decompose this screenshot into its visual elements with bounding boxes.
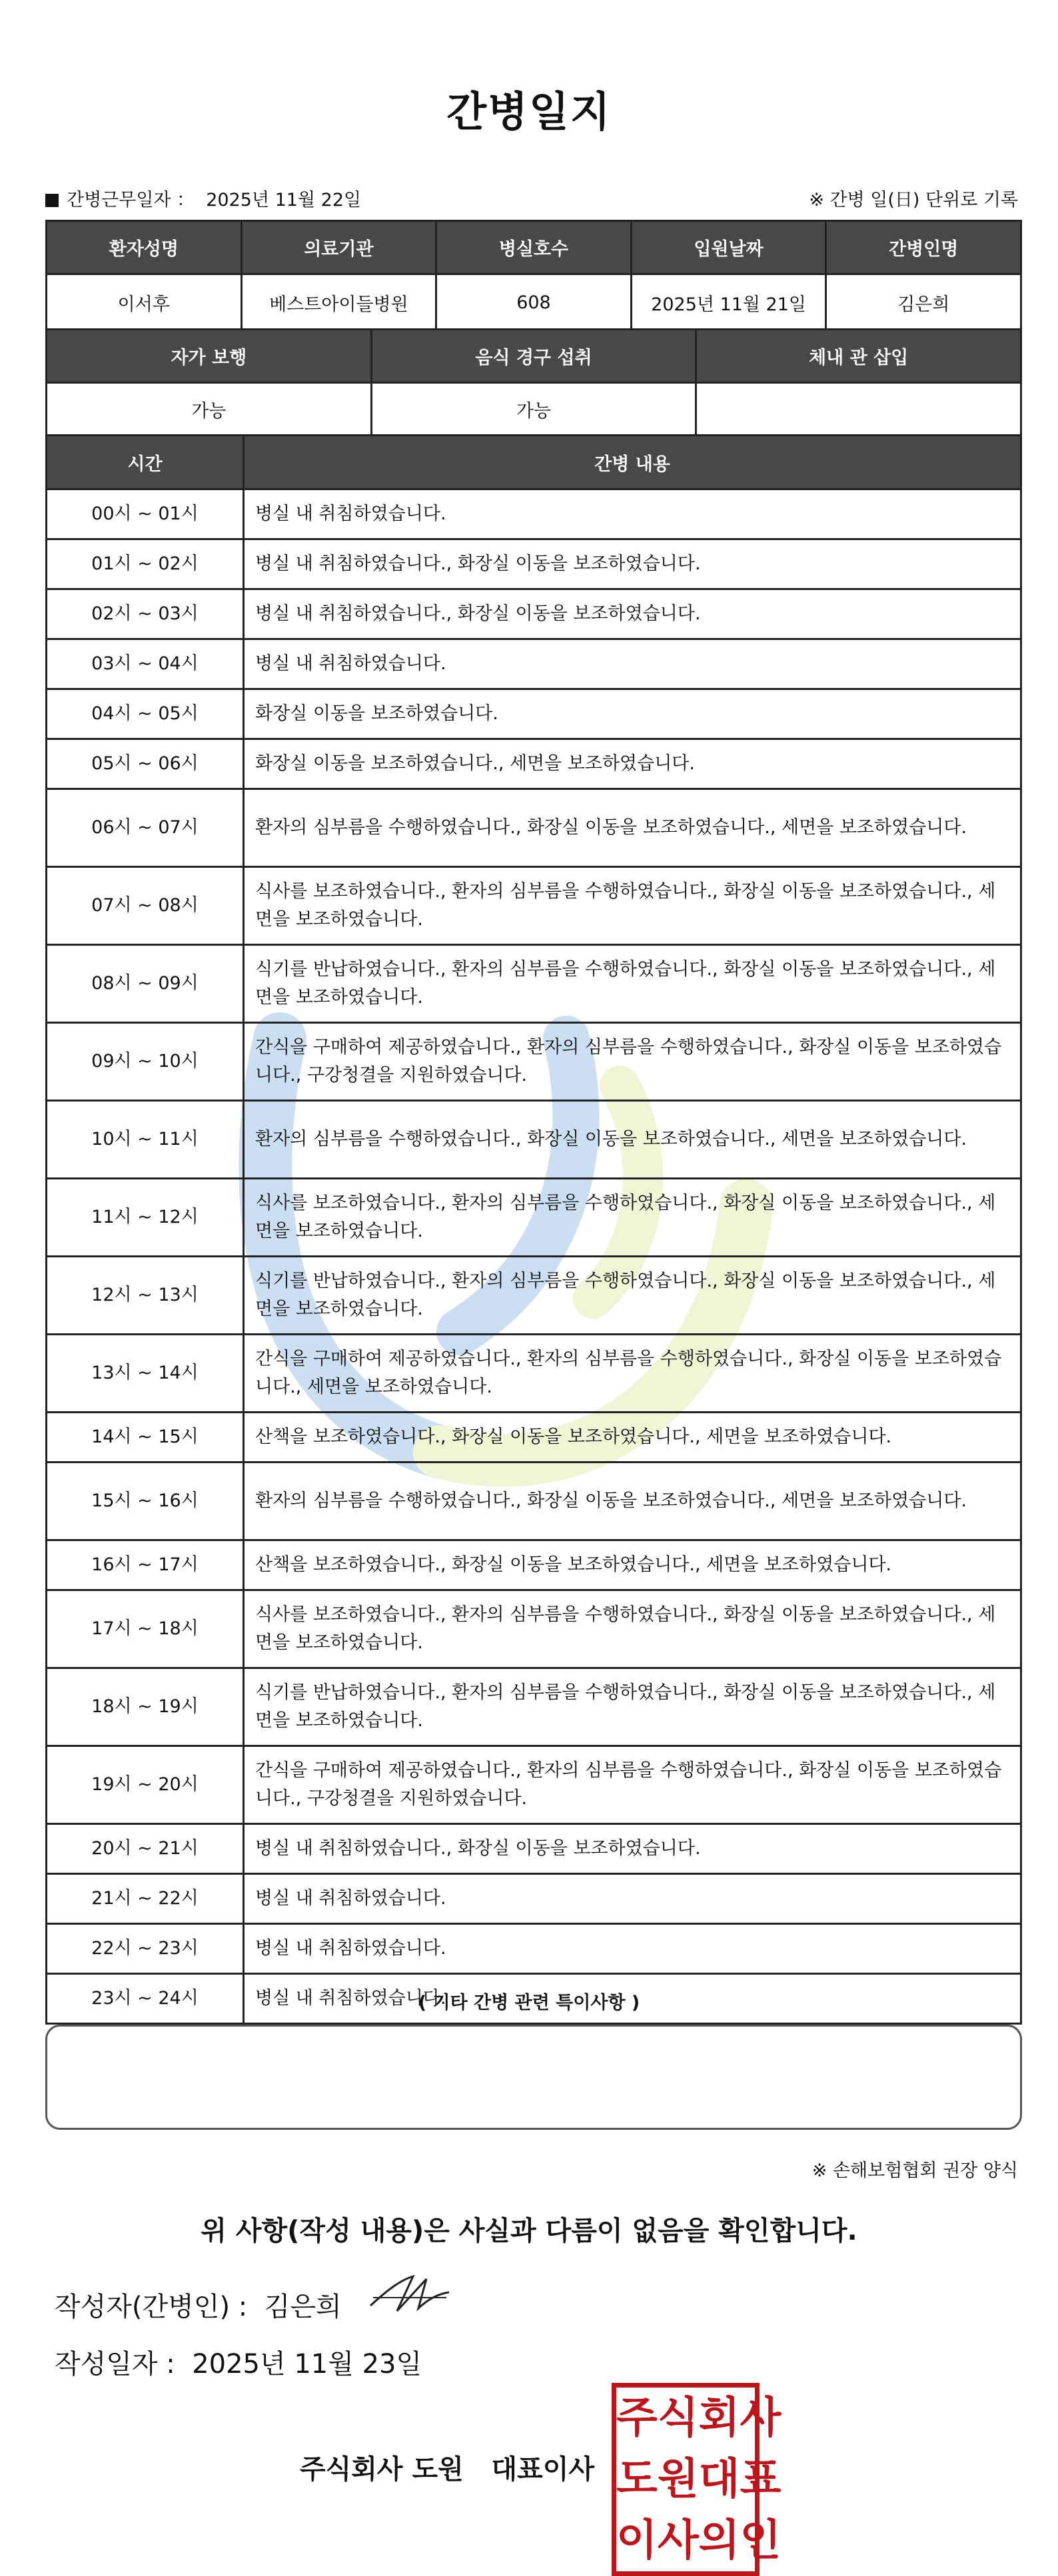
seal-char: 표 [740, 2455, 782, 2504]
log-time: 10시 ~ 11시 [47, 1101, 244, 1179]
writer-name: 김은희 [264, 2292, 342, 2322]
table-row [47, 1874, 1021, 1924]
seal-char: 주 [616, 2394, 658, 2443]
notes-title: ( 기타 간병 관련 특이사항 ) [418, 1993, 640, 2013]
log-time: 01시 ~ 02시 [47, 539, 244, 589]
bullet-square-icon [45, 194, 59, 207]
log-time: 11시 ~ 12시 [47, 1179, 244, 1257]
log-time: 09시 ~ 10시 [47, 1023, 244, 1101]
log-content: 병실 내 취침하였습니다. [244, 1874, 1021, 1924]
table-row [47, 1023, 1021, 1101]
header-time: 시간 [47, 436, 244, 489]
log-content: 간식을 구매하여 제공하였습니다., 환자의 심부름을 수행하였습니다., 화장실 이동을 보조하였습니다., 세면을 보조하였습니다. [244, 1335, 1021, 1413]
seal-char: 이 [616, 2516, 658, 2565]
table-row [47, 739, 1021, 789]
log-content: 산책을 보조하였습니다., 화장실 이동을 보조하였습니다., 세면을 보조하였습니다. [244, 1540, 1021, 1590]
log-time: 17시 ~ 18시 [47, 1590, 244, 1668]
table-row [47, 1746, 1021, 1824]
notes-box [45, 2025, 1022, 2130]
patient-info-table [45, 220, 1022, 332]
log-time: 12시 ~ 13시 [47, 1257, 244, 1335]
log-content: 식기를 반납하였습니다., 환자의 심부름을 수행하였습니다., 화장실 이동을 보조하였습니다., 세면을 보조하였습니다. [244, 945, 1021, 1023]
log-time: 00시 ~ 01시 [47, 489, 244, 539]
patient-status-table [45, 328, 1022, 437]
signature-icon [366, 2271, 453, 2318]
log-content: 식사를 보조하였습니다., 환자의 심부름을 수행하였습니다., 화장실 이동을 보조하였습니다., 세면을 보조하였습니다. [244, 1590, 1021, 1668]
seal-char: 사 [740, 2394, 782, 2443]
seal-char: 인 [740, 2516, 782, 2565]
oral-intake-value: 가능 [371, 383, 696, 436]
header-content: 간병 내용 [244, 436, 1021, 489]
header-hospital: 의료기관 [241, 221, 436, 274]
table-row [47, 1413, 1021, 1462]
header-tube: 체내 관 삽입 [696, 330, 1021, 383]
written-date: 2025년 11월 23일 [192, 2349, 422, 2380]
record-unit-note: ※ 간병 일(日) 단위로 기록 [809, 190, 1018, 210]
seal-char: 원 [657, 2455, 699, 2504]
log-time: 16시 ~ 17시 [47, 1540, 244, 1590]
log-time: 08시 ~ 09시 [47, 945, 244, 1023]
walking-value: 가능 [47, 383, 372, 436]
caregiver-name: 김은희 [826, 274, 1021, 331]
log-content: 간식을 구매하여 제공하였습니다., 환자의 심부름을 수행하였습니다., 화장실 이동을 보조하였습니다., 구강청결을 지원하였습니다. [244, 1023, 1021, 1101]
log-content: 간식을 구매하여 제공하였습니다., 환자의 심부름을 수행하였습니다., 화장실 이동을 보조하였습니다., 구강청결을 지원하였습니다. [244, 1746, 1021, 1824]
log-time: 03시 ~ 04시 [47, 639, 244, 689]
work-date [45, 185, 361, 211]
log-time: 19시 ~ 20시 [47, 1746, 244, 1824]
table-row [47, 1824, 1021, 1874]
table-row [47, 1924, 1021, 1974]
log-content: 병실 내 취침하였습니다. [244, 1924, 1021, 1974]
log-content: 식사를 보조하였습니다., 환자의 심부름을 수행하였습니다., 화장실 이동을 보조하였습니다., 세면을 보조하였습니다. [244, 1179, 1021, 1257]
log-content: 식사를 보조하였습니다., 환자의 심부름을 수행하였습니다., 화장실 이동을 보조하였습니다., 세면을 보조하였습니다. [244, 867, 1021, 945]
writer-line [55, 2286, 342, 2324]
header-oral-intake: 음식 경구 섭취 [371, 330, 696, 383]
log-time: 21시 ~ 22시 [47, 1874, 244, 1924]
table-row [47, 1540, 1021, 1590]
header-patient-name: 환자성명 [47, 221, 242, 274]
log-content: 환자의 심부름을 수행하였습니다., 화장실 이동을 보조하였습니다., 세면을 보조하였습니다. [244, 789, 1021, 867]
log-time: 14시 ~ 15시 [47, 1413, 244, 1462]
table-row [47, 689, 1021, 739]
table-row [47, 1335, 1021, 1413]
company-seal-stamp [612, 2383, 782, 2576]
seal-char: 사 [657, 2516, 699, 2565]
header-admit-date: 입원날짜 [631, 221, 826, 274]
log-time: 05시 ~ 06시 [47, 739, 244, 789]
table-row [47, 789, 1021, 867]
log-content: 화장실 이동을 보조하였습니다., 세면을 보조하였습니다. [244, 739, 1021, 789]
company-name: 주식회사 도원 대표이사 [300, 2454, 595, 2485]
care-log-table [45, 434, 1022, 2025]
table-row [47, 1257, 1021, 1335]
table-row [47, 1179, 1021, 1257]
log-content: 산책을 보조하였습니다., 화장실 이동을 보조하였습니다., 세면을 보조하였습니다. [244, 1413, 1021, 1462]
hospital: 베스트아이들병원 [241, 274, 436, 331]
header-walking: 자가 보행 [47, 330, 372, 383]
seal-char: 회 [698, 2394, 740, 2443]
header-room: 병실호수 [436, 221, 632, 274]
table-row [47, 539, 1021, 589]
log-content: 환자의 심부름을 수행하였습니다., 화장실 이동을 보조하였습니다., 세면을 보조하였습니다. [244, 1462, 1021, 1540]
writer-label: 작성자(간병인) : [55, 2292, 248, 2322]
written-date-label: 작성일자 : [55, 2349, 175, 2380]
log-time: 07시 ~ 08시 [47, 867, 244, 945]
log-time: 20시 ~ 21시 [47, 1824, 244, 1874]
header-caregiver: 간병인명 [826, 221, 1021, 274]
log-content: 환자의 심부름을 수행하였습니다., 화장실 이동을 보조하였습니다., 세면을 보조하였습니다. [244, 1101, 1021, 1179]
log-time: 18시 ~ 19시 [47, 1668, 244, 1746]
log-content: 화장실 이동을 보조하였습니다. [244, 689, 1021, 739]
log-time: 02시 ~ 03시 [47, 589, 244, 639]
seal-char: 도 [616, 2455, 658, 2504]
log-time: 06시 ~ 07시 [47, 789, 244, 867]
log-content: 병실 내 취침하였습니다. [244, 639, 1021, 689]
seal-char: 식 [657, 2394, 699, 2443]
log-time: 23시 ~ 24시 [47, 1974, 244, 2024]
log-time: 22시 ~ 23시 [47, 1924, 244, 1974]
log-content: 병실 내 취침하였습니다., 화장실 이동을 보조하였습니다. [244, 1824, 1021, 1874]
table-row [47, 639, 1021, 689]
seal-char: 대 [698, 2455, 740, 2504]
work-date-value: 2025년 11월 22일 [206, 190, 362, 210]
table-row [47, 1668, 1021, 1746]
confirm-statement: 위 사항(작성 내용)은 사실과 다름이 없음을 확인합니다. [201, 2216, 857, 2246]
log-content: 병실 내 취침하였습니다. [244, 1974, 1021, 2024]
log-content: 병실 내 취침하였습니다., 화장실 이동을 보조하였습니다. [244, 589, 1021, 639]
table-row [47, 1590, 1021, 1668]
page-title: 간병일지 [446, 87, 612, 136]
log-time: 13시 ~ 14시 [47, 1335, 244, 1413]
work-date-label: 간병근무일자 ： [67, 190, 195, 210]
log-time: 15시 ~ 16시 [47, 1462, 244, 1540]
table-row [47, 1101, 1021, 1179]
log-time: 04시 ~ 05시 [47, 689, 244, 739]
form-footnote: ※ 손해보험협회 권장 양식 [811, 2160, 1018, 2181]
admit-date: 2025년 11월 21일 [631, 274, 826, 331]
table-row [47, 945, 1021, 1023]
tube-value [696, 383, 1021, 436]
patient-name: 이서후 [47, 274, 242, 331]
table-row [47, 489, 1021, 539]
seal-char: 의 [698, 2516, 740, 2565]
room-number: 608 [436, 274, 632, 331]
log-content: 식기를 반납하였습니다., 환자의 심부름을 수행하였습니다., 화장실 이동을 보조하였습니다., 세면을 보조하였습니다. [244, 1668, 1021, 1746]
log-content: 병실 내 취침하였습니다., 화장실 이동을 보조하였습니다. [244, 539, 1021, 589]
written-date-line [55, 2343, 422, 2381]
table-row [47, 589, 1021, 639]
log-content: 병실 내 취침하였습니다. [244, 489, 1021, 539]
log-content: 식기를 반납하였습니다., 환자의 심부름을 수행하였습니다., 화장실 이동을 보조하였습니다., 세면을 보조하였습니다. [244, 1257, 1021, 1335]
table-row [47, 1462, 1021, 1540]
table-row [47, 867, 1021, 945]
